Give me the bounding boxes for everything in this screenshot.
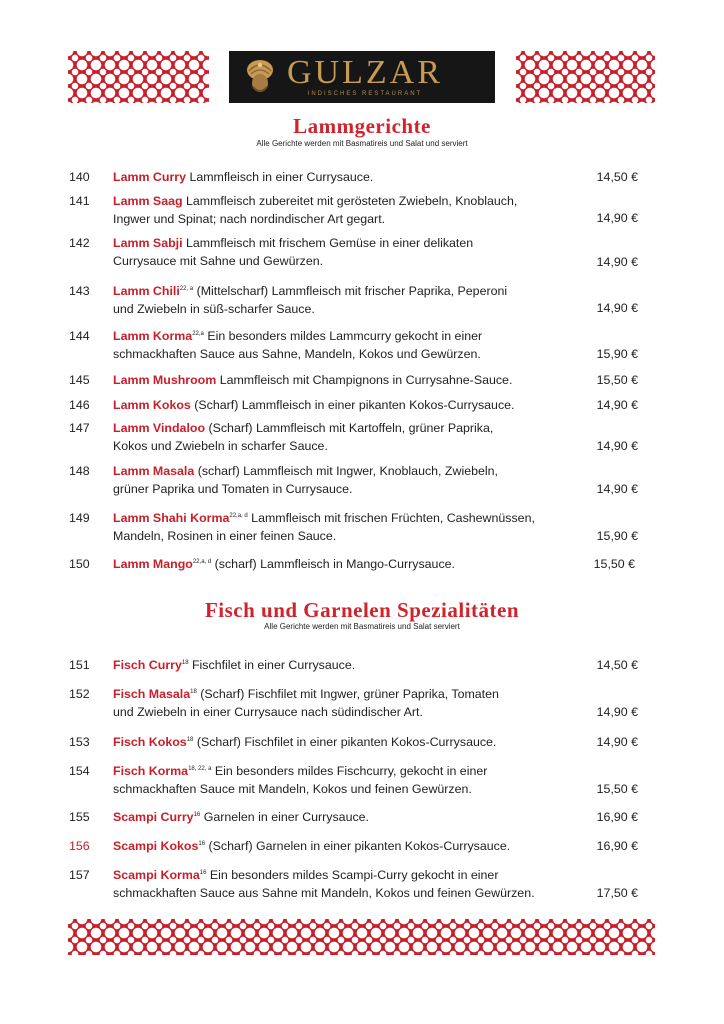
item-number: 147 bbox=[69, 421, 90, 435]
item-price: 14,90 € bbox=[596, 255, 638, 269]
item-description: (scharf) Lammfleisch in Mango-Currysauce. bbox=[211, 557, 455, 571]
item-description: (Scharf) Fischfilet in einer pikanten Kokos-Currysauce. bbox=[193, 735, 497, 749]
item-price: 17,50 € bbox=[596, 886, 638, 900]
item-description: Ein besonders mildes Fischcurry, gekocht in einer bbox=[211, 764, 488, 778]
item-description-line2: Currysauce mit Sahne und Gewürzen. bbox=[113, 254, 324, 268]
item-price: 14,50 € bbox=[596, 170, 638, 184]
allergen-code: 18 bbox=[186, 736, 194, 743]
item-number: 142 bbox=[69, 236, 90, 250]
item-name: Lamm Shahi Korma bbox=[113, 511, 230, 525]
item-description-line2: und Zwiebeln in süß-scharfer Sauce. bbox=[113, 302, 315, 316]
item-description: (scharf) Lammfleisch mit Ingwer, Knoblauch, Zwiebeln, bbox=[194, 464, 498, 478]
logo-name: GULZAR bbox=[287, 54, 443, 91]
item-price: 16,90 € bbox=[596, 839, 638, 853]
item-number: 143 bbox=[69, 284, 90, 298]
item-description: Lammfleisch zubereitet mit gerösteten Zwiebeln, Knoblauch, bbox=[182, 194, 518, 208]
item-number: 154 bbox=[69, 764, 90, 778]
turban-man-icon bbox=[243, 57, 277, 97]
item-description-line2: Mandeln, Rosinen in einer feinen Sauce. bbox=[113, 529, 337, 543]
item-name: Lamm Chili bbox=[113, 284, 180, 298]
pattern-panel-top-right bbox=[516, 51, 655, 103]
item-price: 14,90 € bbox=[596, 735, 638, 749]
allergen-code: 22,a, d bbox=[192, 558, 212, 565]
item-number: 144 bbox=[69, 329, 90, 343]
item-description: (Scharf) Fischfilet mit Ingwer, grüner Paprika, Tomaten bbox=[196, 687, 499, 701]
item-price: 15,50 € bbox=[593, 557, 635, 571]
item-name: Lamm Curry bbox=[113, 170, 186, 184]
item-number: 149 bbox=[69, 511, 90, 525]
allergen-code: 18, 22, a bbox=[188, 765, 212, 772]
item-number: 150 bbox=[69, 557, 90, 571]
item-name: Lamm Saag bbox=[113, 194, 183, 208]
allergen-code: 22,a bbox=[192, 330, 204, 337]
item-price: 14,90 € bbox=[596, 705, 638, 719]
item-name: Lamm Vindaloo bbox=[113, 421, 206, 435]
item-description: (Scharf) Garnelen in einer pikanten Kokos-Currysauce. bbox=[205, 839, 511, 853]
item-number: 145 bbox=[69, 373, 90, 387]
item-number: 140 bbox=[69, 170, 90, 184]
item-price: 14,90 € bbox=[596, 211, 638, 225]
allergen-code: 18 bbox=[181, 659, 189, 666]
item-number: 153 bbox=[69, 735, 90, 749]
item-name: Fisch Kokos bbox=[113, 735, 187, 749]
pattern-panel-top-left bbox=[68, 51, 209, 103]
item-name: Lamm Masala bbox=[113, 464, 195, 478]
item-name: Scampi Korma bbox=[113, 868, 200, 882]
item-number: 152 bbox=[69, 687, 90, 701]
item-number: 151 bbox=[69, 658, 90, 672]
section-subtitle-lamb: Alle Gerichte werden mit Basmatireis und Salat und serviert bbox=[256, 139, 468, 148]
allergen-code: 16 bbox=[193, 811, 201, 818]
item-price: 16,90 € bbox=[596, 810, 638, 824]
pattern-border-bottom bbox=[68, 919, 655, 955]
item-number: 148 bbox=[69, 464, 90, 478]
item-name: Lamm Korma bbox=[113, 329, 193, 343]
item-description: Ein besonders mildes Lammcurry gekocht in einer bbox=[203, 329, 483, 343]
logo-subtitle: INDISCHES RESTAURANT bbox=[307, 91, 423, 97]
item-description-line2: schmackhaften Sauce aus Sahne mit Mandeln, Kokos und feinen Gewürzen. bbox=[113, 886, 535, 900]
item-price: 15,90 € bbox=[596, 347, 638, 361]
allergen-code: 16 bbox=[199, 869, 207, 876]
item-name: Lamm Mango bbox=[113, 557, 193, 571]
item-name: Fisch Masala bbox=[113, 687, 191, 701]
item-description: (Scharf) Lammfleisch mit Kartoffeln, grüner Paprika, bbox=[205, 421, 494, 435]
item-description-line2: Ingwer und Spinat; nach nordindischer Art gegart. bbox=[113, 212, 386, 226]
item-description: Ein besonders mildes Scampi-Curry gekocht in einer bbox=[206, 868, 499, 882]
item-description-line2: Kokos und Zwiebeln in scharfer Sauce. bbox=[113, 439, 328, 453]
item-price: 14,50 € bbox=[596, 658, 638, 672]
item-price: 15,50 € bbox=[596, 782, 638, 796]
item-name: Lamm Mushroom bbox=[113, 373, 217, 387]
item-number: 157 bbox=[69, 868, 90, 882]
item-description-line2: grüner Paprika und Tomaten in Currysauce. bbox=[113, 482, 353, 496]
section-title-lamb: Lammgerichte bbox=[293, 114, 431, 138]
item-price: 15,50 € bbox=[596, 373, 638, 387]
item-description-line2: und Zwiebeln in einer Currysauce nach südindischer Art. bbox=[113, 705, 423, 719]
item-description: Garnelen in einer Currysauce. bbox=[200, 810, 369, 824]
allergen-code: 22, a bbox=[179, 285, 194, 292]
item-price: 15,90 € bbox=[596, 529, 638, 543]
item-number: 156 bbox=[69, 839, 90, 853]
item-name: Fisch Korma bbox=[113, 764, 189, 778]
item-description: Lammfleisch mit frischem Gemüse in einer delikaten bbox=[182, 236, 474, 250]
item-price: 14,90 € bbox=[596, 482, 638, 496]
item-description: (Mittelscharf) Lammfleisch mit frischer Paprika, Peperoni bbox=[193, 284, 508, 298]
section-subtitle-fish: Alle Gerichte werden mit Basmatireis und Salat serviert bbox=[264, 622, 460, 631]
item-name: Fisch Curry bbox=[113, 658, 182, 672]
item-price: 14,90 € bbox=[596, 398, 638, 412]
allergen-code: 22,a, d bbox=[229, 512, 248, 519]
item-name: Scampi Curry bbox=[113, 810, 194, 824]
item-name: Scampi Kokos bbox=[113, 839, 199, 853]
allergen-code: 18 bbox=[190, 688, 197, 695]
item-description: Lammfleisch mit frischen Früchten, Cashewnüssen, bbox=[247, 511, 535, 525]
item-description-line2: schmackhaften Sauce mit Mandeln, Kokos und feinen Gewürzen. bbox=[113, 782, 472, 796]
item-number: 141 bbox=[69, 194, 90, 208]
section-title-fish: Fisch und Garnelen Spezialitäten bbox=[204, 598, 520, 622]
item-number: 146 bbox=[69, 398, 90, 412]
item-name: Lamm Sabji bbox=[113, 236, 183, 250]
allergen-code: 16 bbox=[198, 840, 206, 847]
item-name: Lamm Kokos bbox=[113, 398, 191, 412]
item-number: 155 bbox=[69, 810, 90, 824]
item-description: (Scharf) Lammfleisch in einer pikanten Kokos-Currysauce. bbox=[190, 398, 515, 412]
item-description: Lammfleisch in einer Currysauce. bbox=[186, 170, 374, 184]
restaurant-logo bbox=[229, 51, 495, 103]
item-description: Lammfleisch mit Champignons in Currysahne-Sauce. bbox=[216, 373, 513, 387]
item-price: 14,90 € bbox=[596, 301, 638, 315]
item-description-line2: schmackhaften Sauce aus Sahne, Mandeln, Kokos und Gewürzen. bbox=[113, 347, 481, 361]
item-description: Fischfilet in einer Currysauce. bbox=[188, 658, 356, 672]
item-price: 14,90 € bbox=[596, 439, 638, 453]
